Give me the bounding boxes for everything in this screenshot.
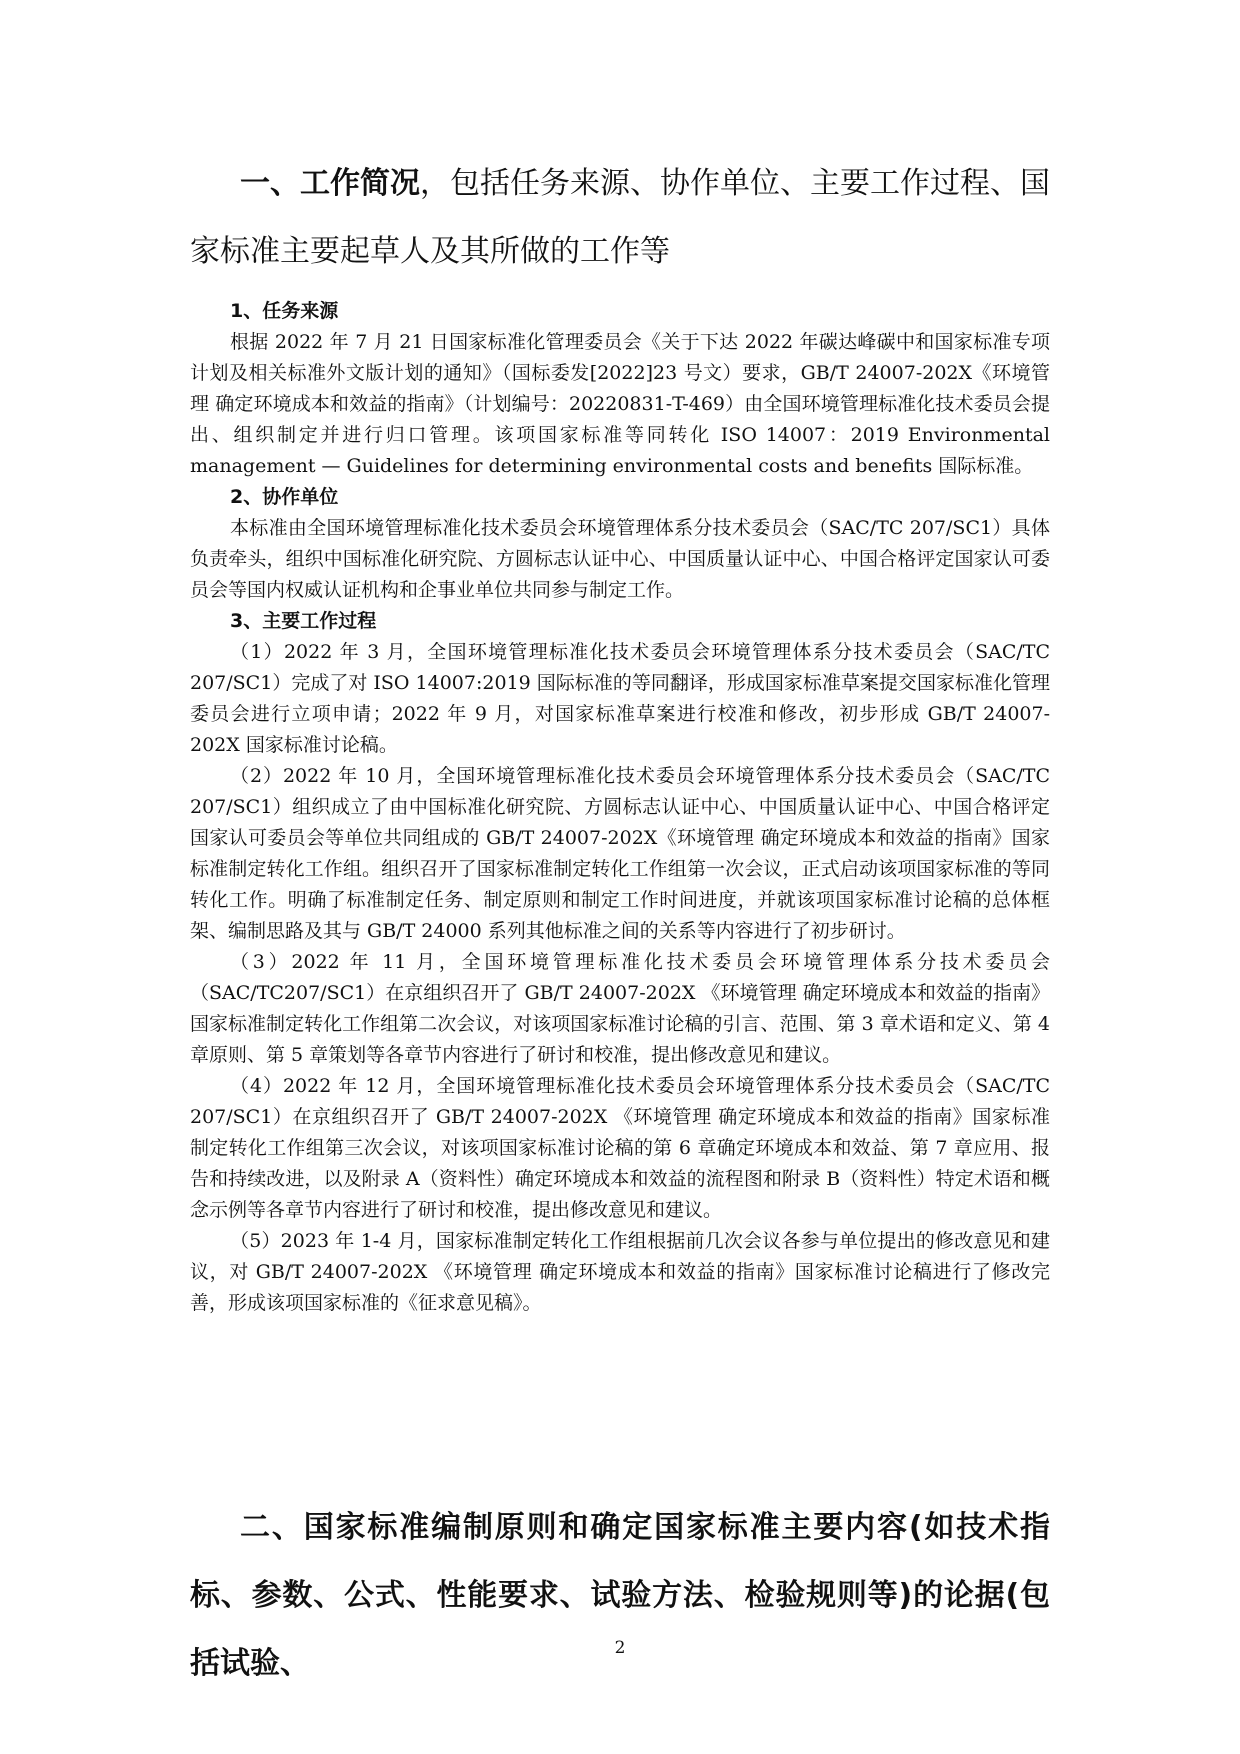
- section-1-body: [190, 296, 1050, 1319]
- work-process-item-3: （3）2022 年 11 月，全国环境管理标准化技术委员会环境管理体系分技术委员会（SAC/TC207/SC1）在京组织召开了 GB/T 24007-202X 《环境管理 确定环境成本和效益的指南》国家标准制定转化工作组第二次会议，对该项国家标准讨论稿的引言、范围、第 3 章术语和定义、第 4 章原则、第 5 章策划等各章节内容进行了研讨和校准，提出修改意见和建议。: [190, 951, 1050, 1066]
- subheading-cooperating-units: 2、协作单位: [230, 486, 339, 508]
- work-process-item-2: （2）2022 年 10 月，全国环境管理标准化技术委员会环境管理体系分技术委员会（SAC/TC 207/SC1）组织成立了由中国标准化研究院、方圆标志认证中心、中国质量认证中心、中国合格评定国家认可委员会等单位共同组成的 GB/T 24007-202X《环境管理 确定环境成本和效益的指南》国家标准制定转化工作组。组织召开了国家标准制定转化工作组第一次会议，正式启动该项国家标准的等同转化工作。明确了标准制定任务、制定原则和制定工作时间进度，并就该项国家标准讨论稿的总体框架、编制思路及其与 GB/T 24000 系列其他标准之间的关系等内容进行了初步研讨。: [190, 765, 1050, 942]
- section-1-heading-bold: 一、工作简况: [240, 166, 420, 201]
- subheading-work-process: 3、主要工作过程: [230, 610, 377, 632]
- paragraph-task-source: 根据 2022 年 7 月 21 日国家标准化管理委员会《关于下达 2022 年碳达峰碳中和国家标准专项计划及相关标准外文版计划的通知》（国标委发[2022]23 号文）要求，GB/T 24007-202X《环境管理 确定环境成本和效益的指南》（计划编号：20220831-T-469）由全国环境管理标准化技术委员会提出、组织制定并进行归口管理。该项国家标准等同转化 ISO 14007：2019 Environmental management — Guidelines for determining environmental costs and benefits 国际标准。: [190, 331, 1050, 477]
- section-1-heading: [190, 150, 1050, 286]
- section-2-heading: 二、国家标准编制原则和确定国家标准主要内容(如技术指标、参数、公式、性能要求、试验方法、检验规则等)的论据(包括试验、: [190, 1510, 1050, 1681]
- section-1-heading-rest: ，包括任务来源、协作单位、主要工作过程、国家标准主要起草人及其所做的工作等: [190, 166, 1050, 269]
- work-process-item-5: （5）2023 年 1-4 月，国家标准制定转化工作组根据前几次会议各参与单位提出的修改意见和建议，对 GB/T 24007-202X 《环境管理 确定环境成本和效益的指南》国家标准讨论稿进行了修改完善，形成该项国家标准的《征求意见稿》。: [190, 1230, 1050, 1314]
- subheading-task-source: 1、任务来源: [230, 300, 339, 322]
- paragraph-cooperating-units: 本标准由全国环境管理标准化技术委员会环境管理体系分技术委员会（SAC/TC 207/SC1）具体负责牵头，组织中国标准化研究院、方圆标志认证中心、中国质量认证中心、中国合格评定国家认可委员会等国内权威认证机构和企事业单位共同参与制定工作。: [190, 517, 1050, 601]
- work-process-item-1: （1）2022 年 3 月，全国环境管理标准化技术委员会环境管理体系分技术委员会（SAC/TC 207/SC1）完成了对 ISO 14007:2019 国际标准的等同翻译，形成国家标准草案提交国家标准化管理委员会进行立项申请；2022 年 9 月，对国家标准草案进行校准和修改，初步形成 GB/T 24007-202X 国家标准讨论稿。: [190, 641, 1050, 756]
- page-number: 2: [614, 1638, 626, 1658]
- work-process-item-4: （4）2022 年 12 月，全国环境管理标准化技术委员会环境管理体系分技术委员会（SAC/TC 207/SC1）在京组织召开了 GB/T 24007-202X 《环境管理 确定环境成本和效益的指南》国家标准制定转化工作组第三次会议，对该项国家标准讨论稿的第 6 章确定环境成本和效益、第 7 章应用、报告和持续改进，以及附录 A（资料性）确定环境成本和效益的流程图和附录 B（资料性）特定术语和概念示例等各章节内容进行了研讨和校准，提出修改意见和建议。: [190, 1075, 1050, 1221]
